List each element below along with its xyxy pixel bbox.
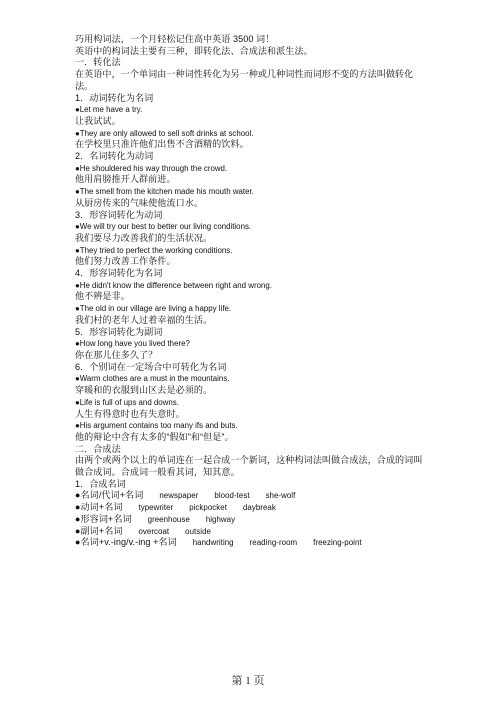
text-line: 他们努力改善工作条件。	[75, 256, 176, 267]
compound-example: typewriter	[138, 503, 174, 513]
compound-example: freezing-point	[313, 538, 362, 548]
text-line: 2．名词转化为动词	[75, 151, 154, 162]
text-line: 他不辨是非。	[75, 291, 130, 302]
text-line: 由两个或两个以上的单词连在一起合成一个新词，这种构词法叫做合成法，合成的词叫做合成词。合成词一般看其词，知其意。	[75, 455, 423, 478]
text-line: ●They are only allowed to sell soft drinks at school.	[75, 128, 254, 138]
compound-pattern: ●名词/代词+名词	[75, 490, 144, 501]
text-line: 他的辩论中含有太多的“假如”和“但是”。	[75, 431, 234, 442]
compound-pattern: ●副词+名词	[75, 525, 123, 536]
text-line: 你在那儿住多久了？	[75, 349, 158, 360]
compound-pattern: ●形容词+名词	[75, 513, 132, 524]
compound-row	[75, 514, 427, 526]
compound-row	[75, 502, 427, 514]
text-line: ●We will try our best to better our living conditions.	[75, 222, 252, 232]
text-line: 英语中的构词法主要有三种，即转化法、合成法和派生法。	[75, 45, 313, 56]
compound-row	[75, 537, 427, 549]
compound-pattern: ●名词+v.-ing/v.-ing +名词	[75, 537, 177, 548]
text-line: 让我试试。	[75, 115, 121, 126]
compound-example: reading-room	[249, 538, 298, 548]
text-line: 他用肩膀推开人群前进。	[75, 174, 176, 185]
text-line: 二．合成法	[75, 443, 121, 454]
compound-example: she-wolf	[265, 491, 296, 501]
compound-example: highway	[205, 514, 236, 524]
text-line: 5．形容词转化为副词	[75, 326, 163, 337]
text-line: ●Let me have a try.	[75, 105, 143, 115]
text-line: 1．合成名词	[75, 478, 126, 489]
text-line: 1．动词转化为名词	[75, 92, 154, 103]
text-line: 穿暖和的衣服到山区去是必须的。	[75, 385, 213, 396]
text-line: 4．形容词转化为名词	[75, 268, 163, 279]
compound-row	[75, 526, 427, 538]
compound-example: overcoat	[138, 526, 170, 536]
text-line: 在学校里只准许他们出售不含酒精的饮料。	[75, 139, 249, 150]
compound-example: daybreak	[242, 503, 276, 513]
text-line: ●Warm clothes are a must in the mountains.	[75, 374, 230, 384]
text-line: ●Life is full of ups and downs.	[75, 397, 179, 407]
text-line: ●The old in our village are living a happy life.	[75, 304, 232, 314]
text-line: 一．转化法	[75, 57, 121, 68]
text-line: ●He didn't know the difference between right and wrong.	[75, 280, 272, 290]
text-line: 我们要尽力改善我们的生活状况。	[75, 232, 213, 243]
compound-pattern: ●动词+名词	[75, 502, 123, 513]
compound-example: outside	[185, 526, 211, 536]
text-line: 在英语中，一个单词由一种词性转化为另一种或几种词性而词形不变的方法叫做转化法。	[75, 69, 414, 91]
page-footer: 第 1 页	[231, 675, 265, 687]
compound-example: handwriting	[192, 538, 234, 548]
text-line: ●The smell from the kitchen made his mouth water.	[75, 187, 254, 197]
document-body	[75, 34, 427, 549]
compound-example: newspaper	[159, 491, 199, 501]
text-line: 巧用构词法，一个月轻松记住高中英语 3500 词！	[75, 34, 275, 44]
text-line: 3．形容词转化为动词	[75, 209, 163, 220]
text-line: ●His argument contains too many ifs and buts.	[75, 421, 238, 431]
compound-example: blood-test	[214, 491, 250, 501]
text-line: 从厨房传来的气味使他流口水。	[75, 197, 204, 208]
compound-example: pickpocket	[189, 503, 227, 513]
text-line: 我们村的老年人过着幸福的生活。	[75, 314, 213, 325]
text-line: 人生有得意时也有失意时。	[75, 408, 185, 419]
compound-row	[75, 490, 427, 502]
compound-example: greenhouse	[147, 514, 190, 524]
text-line: ●How long have you lived there?	[75, 339, 190, 349]
text-line: ●He shouldered his way through the crowd.	[75, 163, 228, 173]
text-line: 6．个别词在一定场合中可转化为名词	[75, 361, 227, 372]
text-line: ●They tried to perfect the working conditions.	[75, 245, 233, 255]
